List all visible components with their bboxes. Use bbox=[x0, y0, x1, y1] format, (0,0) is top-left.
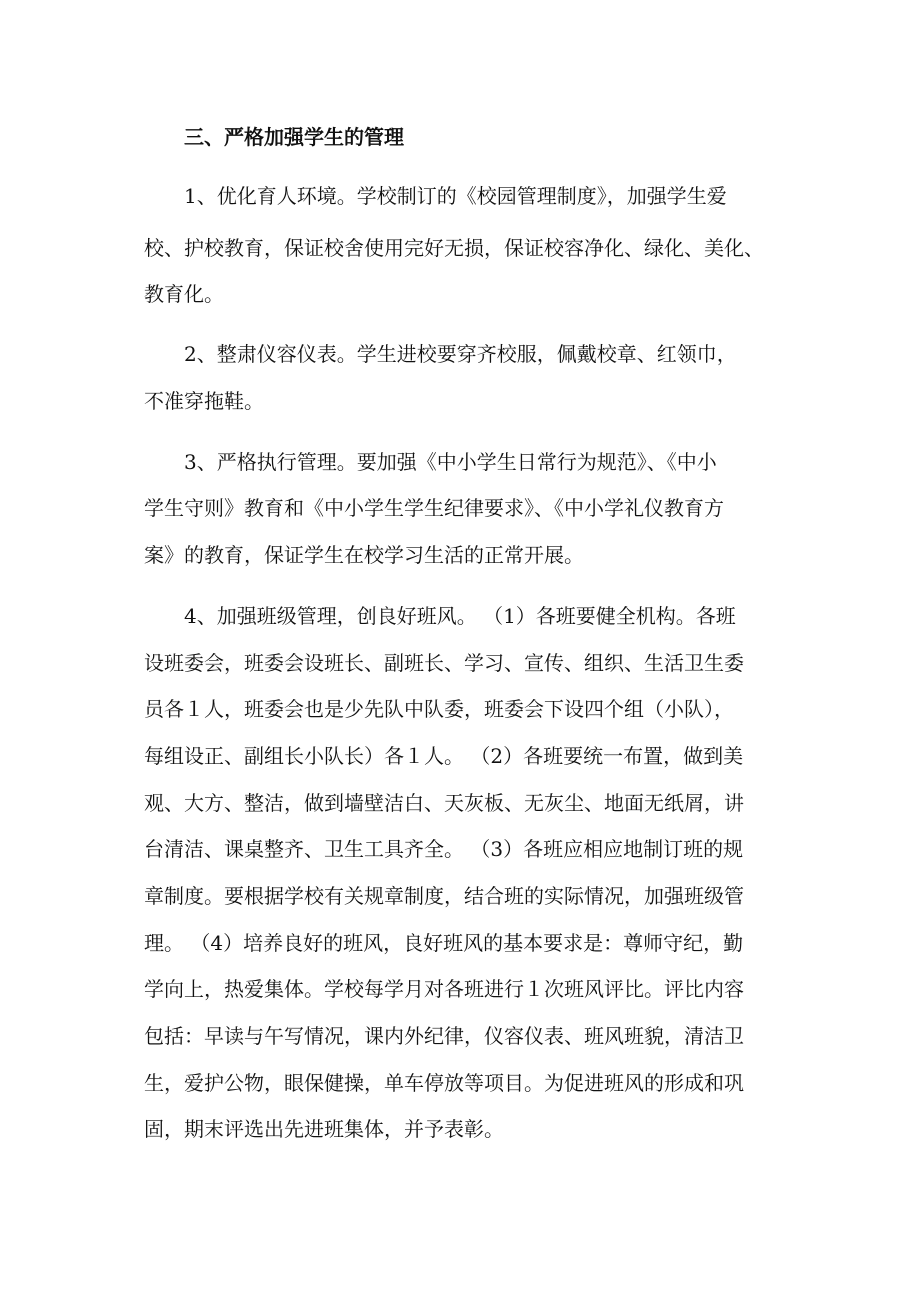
paragraph-line: 员各１人，班委会也是少先队中队委，班委会下设四个组（小队）， bbox=[144, 697, 734, 721]
paragraph-line: 教育化。 bbox=[144, 282, 224, 306]
paragraph-line: 案》的教育，保证学生在校学习生活的正常开展。 bbox=[144, 543, 584, 567]
paragraph-line: 包括：早读与午写情况，课内外纪律，仪容仪表、班风班貌，清洁卫 bbox=[144, 1024, 744, 1048]
paragraph-line: 设班委会，班委会设班长、副班长、学习、宣传、组织、生活卫生委 bbox=[144, 651, 744, 675]
paragraph-line: 固，期末评选出先进班集体，并予表彰。 bbox=[144, 1117, 504, 1141]
paragraph-line: 学生守则》教育和《中小学生学生纪律要求》、《中小学礼仪教育方 bbox=[144, 496, 724, 520]
paragraph-line: 观、大方、整洁，做到墙壁洁白、天灰板、无灰尘、地面无纸屑，讲 bbox=[144, 791, 744, 815]
paragraph-line: 校、护校教育，保证校舍使用完好无损，保证校容净化、绿化、美化、 bbox=[144, 236, 764, 260]
section-heading: 三、严格加强学生的管理 bbox=[184, 125, 404, 149]
paragraph-line: 不准穿拖鞋。 bbox=[144, 389, 264, 413]
paragraph-line: 台清洁、课桌整齐、卫生工具齐全。 （3）各班应相应地制订班的规 bbox=[144, 837, 744, 861]
paragraph-line: 学向上，热爱集体。学校每学月对各班进行１次班风评比。评比内容 bbox=[144, 977, 744, 1001]
paragraph-line: 3、严格执行管理。要加强《中小学生日常行为规范》、《中小 bbox=[184, 450, 717, 474]
paragraph-line: 章制度。要根据学校有关规章制度，结合班的实际情况，加强班级管 bbox=[144, 884, 744, 908]
paragraph-line: 生，爱护公物，眼保健操，单车停放等项目。为促进班风的形成和巩 bbox=[144, 1071, 744, 1095]
paragraph-line: 每组设正、副组长小队长）各１人。 （2）各班要统一布置，做到美 bbox=[144, 744, 744, 768]
paragraph-line: 理。 （4）培养良好的班风，良好班风的基本要求是：尊师守纪，勤 bbox=[144, 931, 744, 955]
paragraph-line: 2、整肃仪容仪表。学生进校要穿齐校服，佩戴校章、红领巾， bbox=[184, 342, 737, 366]
paragraph-line: 1、优化育人环境。学校制订的《校园管理制度》，加强学生爱 bbox=[184, 184, 727, 208]
paragraph-line: 4、加强班级管理，创良好班风。 （1）各班要健全机构。各班 bbox=[184, 604, 736, 628]
